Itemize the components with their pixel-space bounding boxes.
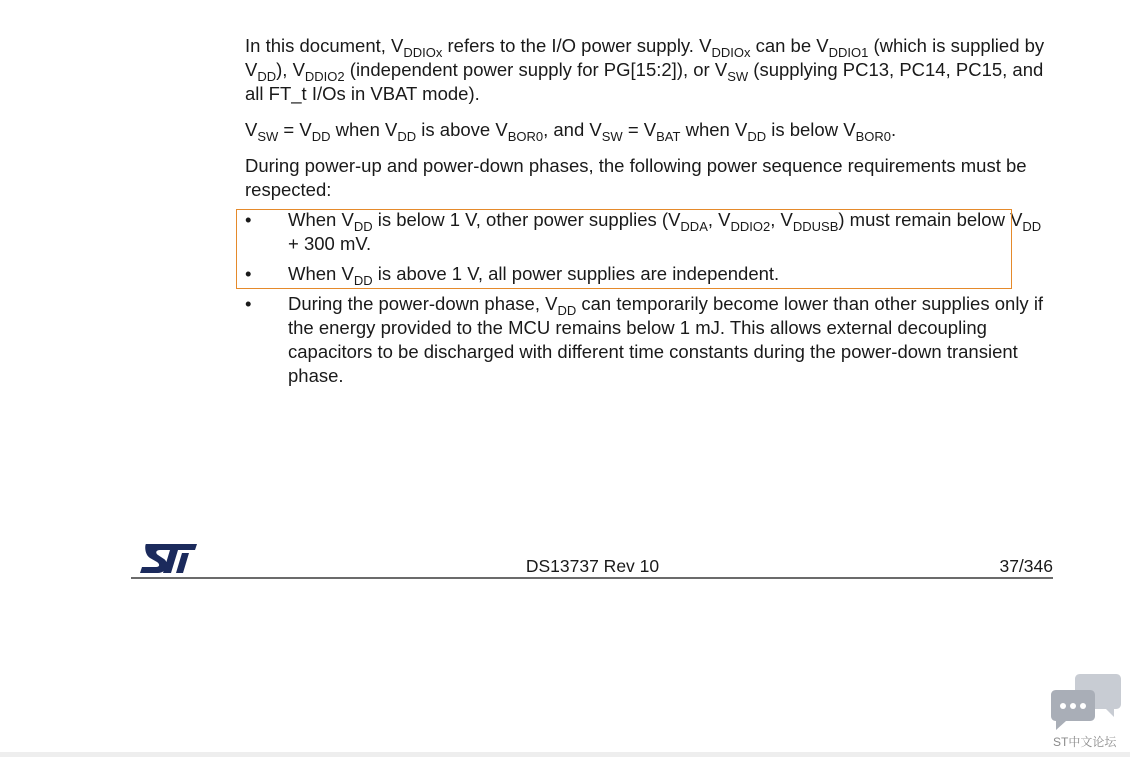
subscript: DD <box>353 273 373 288</box>
text: + 300 mV. <box>288 233 372 254</box>
subscript: DD <box>557 303 577 318</box>
subscript: BOR0 <box>507 129 544 144</box>
text: can temporarily become lower than other supplies only if the energy provided to the MCU remains below 1 mJ. This allows external decoupling capacitors to be discharged with different time constants during the power-down transient phase. <box>288 293 1044 386</box>
text: can be V <box>750 35 829 56</box>
list-item <box>245 262 1055 286</box>
text: During the power-down phase, V <box>288 293 558 314</box>
text: ) must remain below V <box>838 209 1023 230</box>
subscript: DDA <box>680 219 708 234</box>
text: is below 1 V, other power supplies (V <box>372 209 681 230</box>
text: When V <box>288 209 354 230</box>
text: When V <box>288 263 354 284</box>
bullet-icon: • <box>245 293 252 314</box>
subscript: SW <box>601 129 623 144</box>
subscript: DDIOx <box>711 45 751 60</box>
subscript: DDIO1 <box>828 45 869 60</box>
chat-bubbles-icon[interactable] <box>1050 672 1122 732</box>
subscript: SW <box>727 69 749 84</box>
subscript: DD <box>747 129 767 144</box>
text: , V <box>707 209 731 230</box>
text: , V <box>770 209 793 230</box>
text: when V <box>330 119 398 140</box>
subscript: DD <box>353 219 373 234</box>
text: . <box>890 119 897 140</box>
text: = V <box>278 119 312 140</box>
text: (supplying PC13, PC14, PC15, and all FT_t I/Os in VBAT mode). <box>245 59 1044 104</box>
forum-watermark-label[interactable]: ST中文论坛 <box>1053 735 1117 749</box>
text: refers to the I/O power supply. V <box>442 35 712 56</box>
paragraph-vsw <box>245 118 1055 142</box>
subscript: DDIO2 <box>730 219 771 234</box>
text: V <box>245 119 258 140</box>
subscript: DDIOx <box>403 45 443 60</box>
subscript: BOR0 <box>855 129 891 144</box>
document-reference: DS13737 Rev 10 <box>525 556 660 576</box>
footer-divider <box>131 577 1053 579</box>
subscript: DDIO2 <box>304 69 345 84</box>
document-body <box>245 34 1055 394</box>
text: (which is supplied by V <box>245 35 1045 80</box>
paragraph-power-sequence: During power-up and power-down phases, the following power sequence requirements must be respected: <box>245 155 1027 200</box>
subscript: DD <box>257 69 277 84</box>
subscript: DDUSB <box>792 219 839 234</box>
bullet-icon: • <box>245 263 252 284</box>
text: is below V <box>766 119 856 140</box>
text: is above V <box>416 119 508 140</box>
subscript: DD <box>397 129 417 144</box>
text: (independent power supply for PG[15:2]), or V <box>344 59 728 80</box>
text: is above 1 V, all power supplies are independent. <box>372 263 780 284</box>
subscript: SW <box>257 129 279 144</box>
text: ), V <box>276 59 305 80</box>
text: when V <box>680 119 748 140</box>
text: = V <box>622 119 657 140</box>
bottom-bar <box>0 752 1130 757</box>
paragraph-vddiox <box>245 34 1055 106</box>
bullet-icon: • <box>245 209 252 230</box>
text: In this document, V <box>245 35 404 56</box>
page-number: 37/346 <box>999 556 1053 576</box>
list-item <box>245 292 1055 388</box>
subscript: DD <box>1022 219 1042 234</box>
power-sequence-list <box>245 208 1055 388</box>
list-item <box>245 208 1055 256</box>
subscript: DD <box>311 129 331 144</box>
subscript: BAT <box>656 129 681 144</box>
text: , and V <box>543 119 602 140</box>
